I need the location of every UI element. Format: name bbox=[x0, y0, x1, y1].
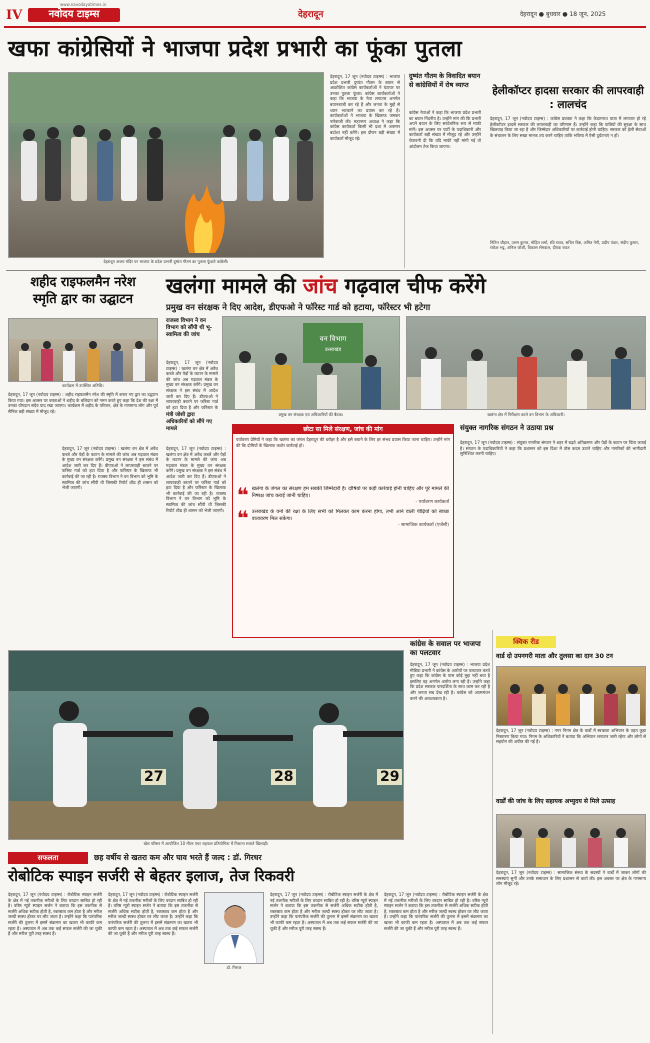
story8-tag-head: छह वर्षीय से खतरा कम और घाव भरते हैं जल्द : डॉ. गिरधर bbox=[94, 853, 262, 862]
quote-mark-icon: ❝ bbox=[237, 483, 249, 507]
story8-body-col2: देहरादून, 17 जून (नवोदय टाइम्स) : रोबोटिक स्पाइन सर्जरी के क्षेत्र में नई तकनीक मरीजों के लिए वरदान साबित हो रही है। वरिष्ठ न्यूरो स्पाइन सर्जन ने बताया कि इस तकनीक से सर्जरी अधिक सटीक होती है, रक्तस्राव कम होता है और मरीज जल्दी स्वस्थ होकर घर लौट जाता है। उन्होंने कहा कि पारंपरिक सर्जरी की तुलना में इसमें संक्रमण का खतरा भी काफी कम रहता है। अस्पताल में अब तक कई सफल सर्जरी की जा चुकी हैं और मरीज पूरी तरह स्वस्थ हैं। bbox=[108, 892, 198, 937]
quickread-body: देहरादून, 17 जून (नवोदय टाइम्स) : नगर निगम क्षेत्र के वार्डों में स्वच्छता अभियान के तहत कूड़ा निस्तारण किया गया। निगम के अधिकारियों ने बताया कि अभियान लगातार जारी रहेगा और लोगों से सहयोग की अपील की गई है। bbox=[496, 728, 646, 745]
story4-bullet2-box bbox=[166, 412, 218, 433]
story4-headline bbox=[166, 272, 646, 300]
quickread-label bbox=[496, 636, 556, 648]
story1b-box bbox=[409, 72, 481, 89]
story1-body: देहरादून, 17 जून (नवोदय टाइम्स) : भाजपा प्रदेश प्रभारी दुष्यंत गौतम के बयान से आक्रोशित कांग्रेस कार्यकर्ताओं ने घंटाघर पर उनका पुतला फूंका। कांग्रेस कार्यकर्ताओं ने कहा कि भाजपा के नेता लगातार अनर्गल बयानबाजी कर रहे हैं और जनता के मुद्दों से ध्यान भटकाने का प्रयास कर रहे हैं। कार्यकर्ताओं ने भाजपा के खिलाफ जमकर नारेबाजी की। महानगर अध्यक्ष ने कहा कि कांग्रेस कार्यकर्ता किसी भी दशा में अपमान बर्दाश्त नहीं करेंगे। इस दौरान बड़ी संख्या में कार्यकर्ता मौजूद रहे। bbox=[330, 74, 400, 141]
meeting-illustration bbox=[223, 317, 400, 410]
story3-headline bbox=[8, 274, 158, 308]
quickread-photo2 bbox=[496, 814, 646, 868]
story7-photo bbox=[8, 650, 404, 840]
quote-box bbox=[232, 424, 454, 638]
quickread-headline2: वार्डों की जांच के लिए सहायक अभ्युदय से मिले उत्साह bbox=[496, 798, 616, 805]
story8-headline: रोबोटिक स्पाइन सर्जरी से बेहतर इलाज, तेज रिकवरी bbox=[8, 867, 295, 885]
story8-body-col3: देहरादून, 17 जून (नवोदय टाइम्स) : रोबोटिक स्पाइन सर्जरी के क्षेत्र में नई तकनीक मरीजों के लिए वरदान साबित हो रही है। वरिष्ठ न्यूरो स्पाइन सर्जन ने बताया कि इस तकनीक से सर्जरी अधिक सटीक होती है, रक्तस्राव कम होता है और मरीज जल्दी स्वस्थ होकर घर लौट जाता है। उन्होंने कहा कि पारंपरिक सर्जरी की तुलना में इसमें संक्रमण का खतरा भी काफी कम रहता है। अस्पताल में अब तक कई सफल सर्जरी की जा चुकी हैं और मरीज पूरी तरह स्वस्थ हैं। bbox=[270, 892, 378, 931]
quickread-headline: वार्ड दो उपनगरी माता और तुलसा का दान 30 टन bbox=[496, 652, 613, 660]
quickread-photo bbox=[496, 666, 646, 726]
story3-headline-line1: शहीद राइफलमैन नरेश bbox=[30, 275, 136, 290]
quote-box-body: पर्यावरण प्रेमियों ने कहा कि खलंगा का जंगल देहरादून की धरोहर है और इसे बचाने के लिए हर संभव प्रयास किया जाना चाहिए। उन्होंने मांग की कि दोषियों के खिलाफ कठोर कार्रवाई हो। bbox=[236, 437, 450, 448]
ceremony-illustration bbox=[9, 319, 158, 382]
quote1-block bbox=[233, 484, 453, 507]
masthead bbox=[0, 0, 650, 36]
quote2-by: - सामाजिक कार्यकर्ता (एजेंसी) bbox=[398, 523, 449, 529]
page-number: IV bbox=[6, 8, 23, 23]
svg-text:उत्तराखंड: उत्तराखंड bbox=[324, 347, 342, 353]
quote2-block bbox=[233, 507, 453, 530]
story4-subhead: प्रमुख वन संरक्षक ने दिए आदेश, डीएफओ ने फॉरेस्ट गार्ड को हटाया, फॉरेस्टर भी हटेगा bbox=[166, 302, 431, 312]
story1b-headline: दुष्यंत गौतम के विवादित बयान से कांग्रेसियों में रोष व्याप्त bbox=[409, 72, 481, 89]
story1-photo bbox=[8, 72, 324, 258]
story2-names: नितिन चौहान, उत्तम कुमार, मोहित शर्मा, रवि रावत, सचिन बिष्ट, अमित नेगी, प्रदीप पंवार, संदीप कुमार, राकेश भट्ट, अनिल जोशी, विकास सेमवाल, दीपक रावत bbox=[490, 240, 640, 251]
story1b-body: कांग्रेस नेताओं ने कहा कि भाजपा प्रदेश प्रभारी का बयान निंदनीय है। उन्होंने मांग की कि प्रभारी अपने बयान के लिए सार्वजनिक रूप से माफी मांगें। इस अवसर पर पार्टी के पदाधिकारी और कार्यकर्ता बड़ी संख्या में मौजूद रहे और उन्होंने चेतावनी दी कि यदि माफी नहीं मांगी गई तो आंदोलन तेज किया जाएगा। bbox=[409, 110, 481, 149]
story4-bullet2: मंत्री जोशी द्वारा अधिकारियों को सौंपे गए मामले bbox=[166, 412, 212, 432]
story1-headline: खफा कांग्रेसियों ने भाजपा प्रदेश प्रभारी का फूंका पुतला bbox=[8, 37, 463, 62]
svg-text:वन विभाग: वन विभाग bbox=[319, 335, 347, 343]
story3-caption: कार्यक्रम में उपस्थित अतिथि। bbox=[62, 383, 104, 388]
story6-headline: कांग्रेस के सवाल पर भाजपा का पलटवार bbox=[410, 640, 481, 657]
quote1-text: खलंगा के जंगल का संरक्षण हम सबकी जिम्मेदारी है। दोषियों पर कड़ी कार्रवाई होनी चाहिए और पूरे मामले की निष्पक्ष जांच कराई जानी चाहिए। bbox=[251, 486, 449, 499]
doctor-portrait-illustration bbox=[205, 893, 264, 964]
story4-caption-left: प्रमुख वन संरक्षक एवं अधिकारियों की बैठक। bbox=[278, 412, 344, 417]
inspection-illustration bbox=[407, 317, 646, 410]
quickread-label-text: क्विक रीड bbox=[513, 638, 539, 646]
brand-logo bbox=[28, 8, 120, 22]
doctor-photo bbox=[204, 892, 264, 964]
section-rule bbox=[6, 270, 646, 271]
quote2-text: उत्तराखंड के वनों की रक्षा के लिए सभी को मिलकर काम करना होगा, तभी आने वाली पीढ़ियों को स्वच्छ वातावरण मिल सकेगा। bbox=[251, 509, 449, 522]
story3-photo bbox=[8, 318, 158, 382]
dateline: देहरादून ● बुधवार ● 18 जून, 2025 bbox=[520, 11, 606, 18]
brand-name: नवोदय टाइम्स bbox=[48, 9, 100, 20]
masthead-rule bbox=[4, 26, 646, 28]
story5-headline: संयुक्त नागरिक संगठन ने उठाया प्रश्न bbox=[460, 424, 554, 432]
story8-body-col4: देहरादून, 17 जून (नवोदय टाइम्स) : रोबोटिक स्पाइन सर्जरी के क्षेत्र में नई तकनीक मरीजों के लिए वरदान साबित हो रही है। वरिष्ठ न्यूरो स्पाइन सर्जन ने बताया कि इस तकनीक से सर्जरी अधिक सटीक होती है, रक्तस्राव कम होता है और मरीज जल्दी स्वस्थ होकर घर लौट जाता है। उन्होंने कहा कि पारंपरिक सर्जरी की तुलना में इसमें संक्रमण का खतरा भी काफी कम रहता है। अस्पताल में अब तक कई सफल सर्जरी की जा चुकी हैं और मरीज पूरी तरह स्वस्थ हैं। bbox=[384, 892, 488, 931]
story4-body-col3: देहरादून, 17 जून (नवोदय टाइम्स) : खलंगा वन क्षेत्र में अवैध कब्जे और पेड़ों के कटान के मामले की जांच अब गढ़वाल मंडल के मुख्य वन संरक्षक करेंगे। प्रमुख वन संरक्षक ने इस संबंध में आदेश जारी कर दिए हैं। डीएफओ ने लापरवाही बरतने पर फॉरेस्ट गार्ड को हटा दिया है और फॉरेस्टर के खिलाफ भी कार्रवाई की जा रही है। राजस्व विभाग ने वन विभाग को भूमि के स्वामित्व की जांच सौंपी थी जिसकी रिपोर्ट शीघ्र ही शासन को भेजी जाएगी। bbox=[166, 446, 226, 513]
meeting-group-illustration bbox=[497, 815, 646, 868]
story4-headline-pre: खलंगा मामले की bbox=[166, 274, 303, 298]
protest-crowd-illustration bbox=[9, 73, 324, 258]
story5-body: देहरादून, 17 जून (नवोदय टाइम्स) : संयुक्त नागरिक संगठन ने शहर में बढ़ते अतिक्रमण और पेड़ों के कटान पर चिंता जताई है। संगठन के पदाधिकारियों ने कहा कि प्रशासन को इस दिशा में ठोस कदम उठाने चाहिए और नागरिकों की भागीदारी सुनिश्चित करनी चाहिए। bbox=[460, 440, 646, 457]
story4-headline-highlight: जांच bbox=[302, 274, 338, 298]
story3-headline-line2: स्मृति द्वार का उद्घाटन bbox=[33, 292, 133, 307]
story3-body: देहरादून, 17 जून (नवोदय टाइम्स) : शहीद राइफलमैन नरेश की स्मृति में बनाए गए द्वार का उद्घाटन किया गया। इस अवसर पर वक्ताओं ने शहीद के बलिदान को नमन करते हुए कहा कि देश की रक्षा में उनका योगदान सदैव याद रखा जाएगा। कार्यक्रम में शहीद के परिजन, क्षेत्र के गणमान्य लोग और पूर्व सैनिक बड़ी संख्या में मौजूद रहे। bbox=[8, 392, 158, 414]
story4-bullet1-box bbox=[166, 318, 218, 339]
quickread-body2: देहरादून, 17 जून (नवोदय टाइम्स) : सामाजिक संस्था के सदस्यों ने वार्डों में जाकर लोगों की समस्याएं सुनीं और उनके समाधान के लिए प्रशासन से वार्ता की। इस अवसर पर क्षेत्र के गणमान्य लोग मौजूद रहे। bbox=[496, 870, 646, 887]
quote1-by: - पर्यावरण कार्यकर्ता bbox=[415, 500, 449, 506]
quote-box-title: छोटा सा मिले संरक्षण, जांच की मांग bbox=[233, 425, 453, 434]
story4-body: देहरादून, 17 जून (नवोदय टाइम्स) : खलंगा वन क्षेत्र में अवैध कब्जे और पेड़ों के कटान के मामले की जांच अब गढ़वाल मंडल के मुख्य वन संरक्षक करेंगे। प्रमुख वन संरक्षक ने इस संबंध में आदेश जारी कर दिए हैं। डीएफओ ने लापरवाही बरतने पर फॉरेस्ट गार्ड को हटा दिया है और फॉरेस्टर के bbox=[166, 360, 218, 410]
story4-photo-left bbox=[222, 316, 400, 410]
ceremony-group-illustration bbox=[497, 667, 646, 726]
story4-caption-right: खलंगा क्षेत्र में निरीक्षण करते वन विभाग के अधिकारी। bbox=[487, 412, 565, 417]
target-number-3: 29 bbox=[377, 769, 402, 785]
target-number-2: 28 bbox=[271, 769, 296, 785]
story4-body-col2: देहरादून, 17 जून (नवोदय टाइम्स) : खलंगा वन क्षेत्र में अवैध कब्जे और पेड़ों के कटान के मामले की जांच अब गढ़वाल मंडल के मुख्य वन संरक्षक करेंगे। प्रमुख वन संरक्षक ने इस संबंध में आदेश जारी कर दिए हैं। डीएफओ ने लापरवाही बरतने पर फॉरेस्ट गार्ड को हटा दिया है और फॉरेस्टर के खिलाफ भी कार्रवाई की जा रही है। राजस्व विभाग ने वन विभाग को भूमि के स्वामित्व की जांच सौंपी थी जिसकी रिपोर्ट शीघ्र ही शासन को भेजी जाएगी। bbox=[62, 446, 158, 491]
story4-photo-right bbox=[406, 316, 646, 410]
small-site-text: www.navodayatimes.in bbox=[60, 2, 107, 7]
story8-tag bbox=[8, 852, 88, 864]
column-rule bbox=[404, 74, 405, 268]
shooting-range-illustration bbox=[9, 651, 404, 840]
story2-body: देहरादून, 17 जून (नवोदय टाइम्स) : कांग्रेस प्रवक्ता ने कहा कि केदारनाथ यात्रा में लगातार हो रहे हेलीकॉप्टर हादसे सरकार की लापरवाही का परिणाम हैं। उन्होंने कहा कि यात्रियों की सुरक्षा के साथ खिलवाड़ किया जा रहा है और जिम्मेदार अधिकारियों पर कार्रवाई होनी चाहिए। सरकार को हेली सेवाओं के संचालन के लिए सख्त मानक तय करने चाहिए ताकि भविष्य में ऐसी दुर्घटनाएं न हों। bbox=[490, 116, 646, 138]
doctor-caption: डॉ. गिरधर bbox=[226, 965, 242, 970]
story1-caption: देहरादून अजय मंदिर पर भाजपा के प्रदेश प्रभारी दुष्यंत गौतम का पुतला फूंकते कांग्रेसी। bbox=[103, 259, 229, 264]
story4-headline-post: गढ़वाल चीफ करेंगे bbox=[337, 274, 486, 298]
target-number-1: 27 bbox=[141, 769, 166, 785]
story8-body: देहरादून, 17 जून (नवोदय टाइम्स) : रोबोटिक स्पाइन सर्जरी के क्षेत्र में नई तकनीक मरीजों के लिए वरदान साबित हो रही है। वरिष्ठ न्यूरो स्पाइन सर्जन ने बताया कि इस तकनीक से सर्जरी अधिक सटीक होती है, रक्तस्राव कम होता है और मरीज जल्दी स्वस्थ होकर घर लौट जाता है। उन्होंने कहा कि पारंपरिक सर्जरी की तुलना में इसमें संक्रमण का खतरा भी काफी कम रहता है। अस्पताल में अब तक कई सफल सर्जरी की जा चुकी हैं और मरीज पूरी तरह स्वस्थ हैं। bbox=[8, 892, 102, 937]
story6-body: देहरादून, 17 जून (नवोदय टाइम्स) : भाजपा प्रदेश मीडिया प्रभारी ने कांग्रेस के आरोपों पर पलटवार करते हुए कहा कि कांग्रेस के पास कोई मुद्दा नहीं बचा है इसलिए वह अनर्गल आरोप लगा रही है। उन्होंने कहा कि प्रदेश सरकार पारदर्शिता के साथ काम कर रही है और जनता सब देख रही है। कांग्रेस को आत्ममंथन करने की आवश्यकता है। bbox=[410, 662, 490, 701]
quote-mark-icon-2: ❝ bbox=[237, 506, 249, 531]
column-rule-right bbox=[492, 630, 493, 1034]
story8-tag-text: सफलता bbox=[37, 854, 59, 862]
story7-caption: खेल परिसर में आयोजित 10 मीटर एयर राइफल प्रतियोगिता में निशाना साधते खिलाड़ी। bbox=[143, 841, 269, 846]
story2-headline: हेलीकॉप्टर हादसा सरकार की लापरवाही : लालचंद bbox=[492, 85, 644, 111]
story4-bullet1: राजस्व विभाग ने वन विभाग को सौंपी थी भू-स्वामित्व की जांच bbox=[166, 318, 213, 338]
section-name: देहरादून bbox=[298, 10, 324, 20]
